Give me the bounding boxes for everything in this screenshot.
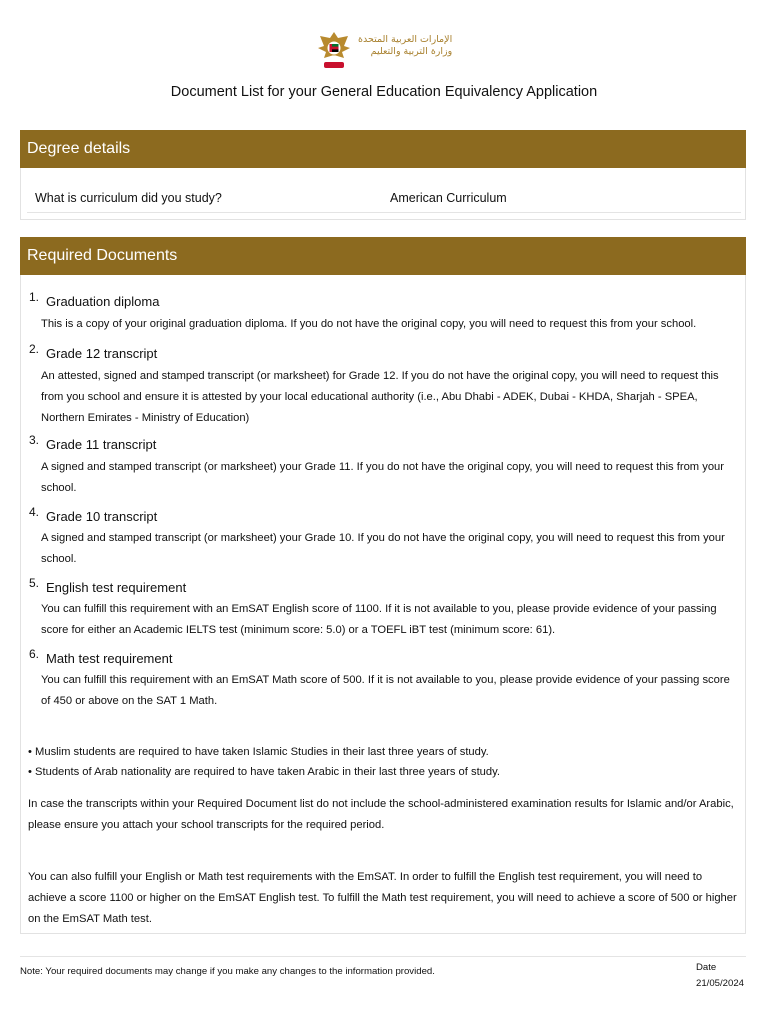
item-number: 5. — [29, 576, 40, 590]
falcon-emblem-icon — [314, 28, 354, 72]
item-title: Grade 11 transcript — [46, 437, 157, 452]
item-title: Math test requirement — [46, 651, 173, 666]
required-documents-header: Required Documents — [20, 237, 746, 275]
item-title: Grade 10 transcript — [46, 509, 158, 524]
item-title: Graduation diploma — [46, 294, 160, 309]
islamic-studies-note: • Muslim students are required to have taken Islamic Studies in their last three years of study. — [28, 746, 489, 758]
item-description: You can fulfill this requirement with an EmSAT English score of 1100. If it is not available to you, please provide evidence of your passing score for either an Academic IELTS test (minimum score: 5.0) or a TOEFL iBT test (minimum score: 61). — [41, 603, 717, 636]
item-description: An attested, signed and stamped transcript (or marksheet) for Grade 12. If you do not have the original copy, you will need to request this from you school and ensure it is attested by your local educational authority (i.e., Abu Dhabi - ADEK, Dubai - KHDA, Sharjah - SPEA, Northern Emirates - Ministry of Education) — [41, 370, 719, 424]
arabic-ministry-name: وزارة التربية والتعليم — [370, 46, 453, 57]
item-number: 4. — [29, 505, 40, 519]
item-description: You can fulfill this requirement with an EmSAT Math score of 500. If it is not available to you, please provide evidence of your passing score of 450 or above on the SAT 1 Math. — [41, 674, 730, 707]
page-title: Document List for your General Education Equivalency Application — [170, 84, 598, 100]
item-description: A signed and stamped transcript (or marksheet) your Grade 10. If you do not have the original copy, you will need to request this from your school. — [41, 532, 725, 565]
curriculum-row — [27, 188, 741, 213]
transcripts-paragraph: In case the transcripts within your Required Document list do not include the school-administered examination results for Islamic and/or Arabic, please ensure you attach your school transcripts for the required period. — [28, 798, 734, 831]
curriculum-question: What is curriculum did you study? — [35, 191, 222, 205]
footer-note: Note: Your required documents may change if you make any changes to the information provided. — [20, 966, 435, 977]
item-title: English test requirement — [46, 580, 187, 595]
uae-emblem-logo — [314, 28, 454, 72]
degree-details-header: Degree details — [20, 130, 746, 168]
item-number: 3. — [29, 433, 40, 447]
item-description: A signed and stamped transcript (or marksheet) your Grade 11. If you do not have the original copy, you will need to request this from your school. — [41, 461, 724, 494]
arabic-country-name: الإمارات العربية المتحدة — [358, 34, 453, 45]
item-title: Grade 12 transcript — [46, 346, 158, 361]
date-label: Date — [696, 962, 717, 973]
curriculum-answer: American Curriculum — [390, 191, 507, 205]
item-description: This is a copy of your original graduation diploma. If you do not have the original copy, you will need to request this from your school. — [41, 318, 697, 330]
item-number: 2. — [29, 342, 40, 356]
emsat-paragraph: You can also fulfill your English or Math test requirements with the EmSAT. In order to fulfill the English test requirement, you will need to achieve a score 1100 or higher on the EmSAT English test. To fulfill the Math test requirement, you will need to achieve a score of 500 or higher on the EmSAT Math test. — [28, 871, 737, 925]
arabic-note: • Students of Arab nationality are required to have taken Arabic in their last three years of study. — [28, 766, 500, 778]
item-number: 6. — [29, 647, 40, 661]
item-number: 1. — [29, 290, 40, 304]
date-value: 21/05/2024 — [696, 978, 745, 989]
footer-divider — [20, 956, 746, 957]
